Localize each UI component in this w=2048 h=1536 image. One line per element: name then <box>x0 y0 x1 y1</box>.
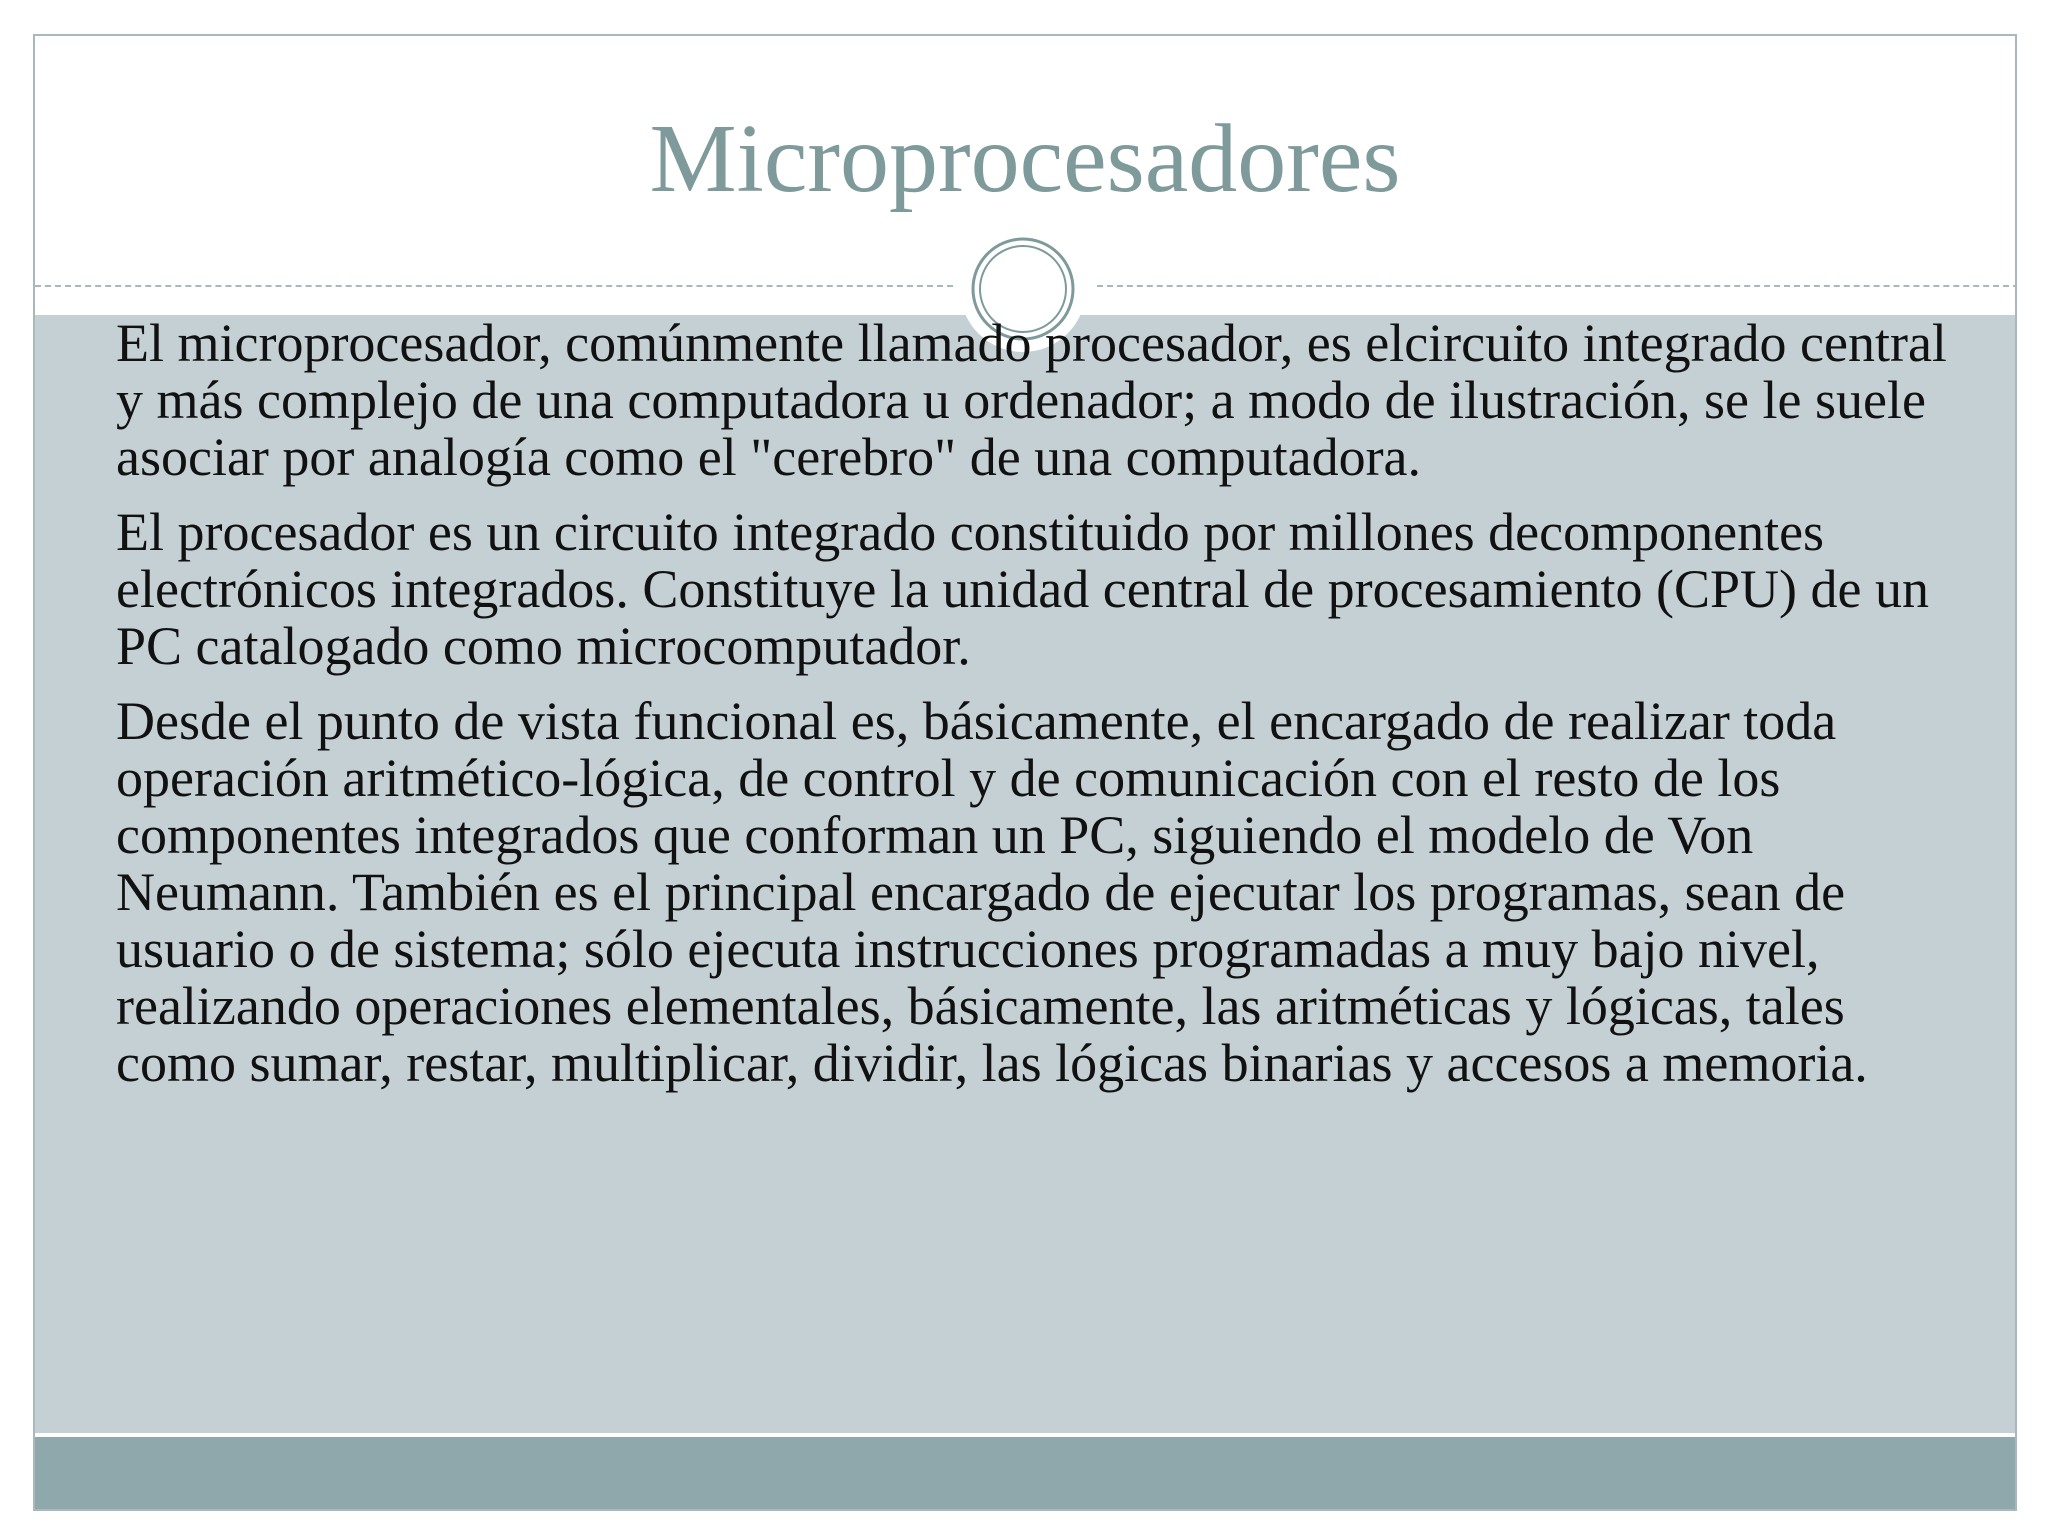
slide-body <box>116 315 1976 1110</box>
paragraph-2: El procesador es un circuito integrado constituido por millones decomponentes electrónicos integrados. Constituye la unidad central de procesamiento (CPU) de un PC catalogado como microcomputador. <box>116 502 1929 676</box>
title-divider-right <box>1097 285 2017 287</box>
slide-title: Microprocesadores <box>649 105 1401 213</box>
paragraph-1: El microprocesador, comúnmente llamado procesador, es elcircuito integrado central y más complejo de una computadora u ordenador; a modo de ilustración, se le suele asociar por analogía como el "cerebro" de una computadora. <box>116 313 1947 487</box>
title-divider-left <box>35 285 953 287</box>
footer-bar <box>35 1437 2015 1509</box>
paragraph-3: Desde el punto de vista funcional es, básicamente, el encargado de realizar toda operación aritmético-lógica, de control y de comunicación con el resto de los componentes integrados que conforman un PC, siguiendo el modelo de Von Neumann. También es el principal encargado de ejecutar los programas, sean de usuario o de sistema; sólo ejecuta instrucciones programadas a muy bajo nivel, realizando operaciones elementales, básicamente, las aritméticas y lógicas, tales como sumar, restar, multiplicar, dividir, las lógicas binarias y accesos a memoria. <box>116 691 1868 1093</box>
